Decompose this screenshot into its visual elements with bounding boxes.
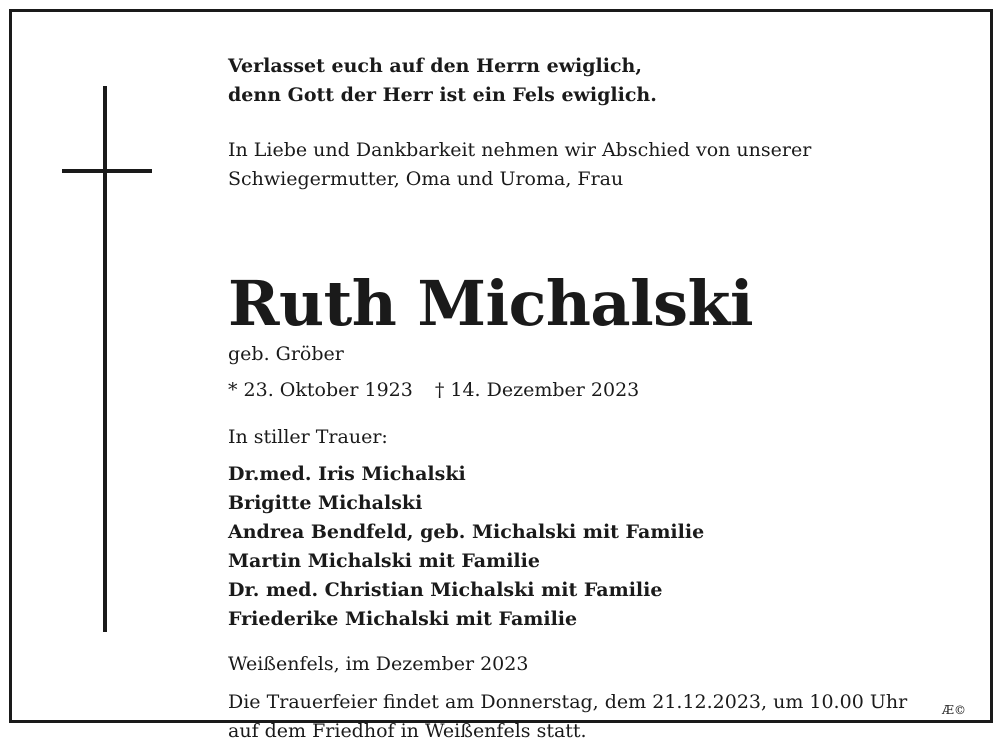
family-member: Dr.med. Iris Michalski xyxy=(228,463,466,485)
family-member: Brigitte Michalski xyxy=(228,492,423,514)
intro-line: Schwiegermutter, Oma und Uroma, Frau xyxy=(228,168,624,190)
birth-date: * 23. Oktober 1923 xyxy=(228,379,413,401)
family-member: Dr. med. Christian Michalski mit Familie xyxy=(228,579,663,601)
place-date: Weißenfels, im Dezember 2023 xyxy=(228,653,529,675)
verse-line: denn Gott der Herr ist ein Fels ewiglich. xyxy=(228,84,657,106)
cross-horizontal-bar xyxy=(62,169,152,173)
death-date: † 14. Dezember 2023 xyxy=(434,379,640,401)
verse-line: Verlasset euch auf den Herrn ewiglich, xyxy=(228,55,642,77)
mourning-label: In stiller Trauer: xyxy=(228,426,388,448)
intro-line: In Liebe und Dankbarkeit nehmen wir Abschied von unserer xyxy=(228,139,812,161)
family-member: Andrea Bendfeld, geb. Michalski mit Familie xyxy=(228,521,705,543)
service-line: auf dem Friedhof in Weißenfels statt. xyxy=(228,720,587,742)
deceased-name: Ruth Michalski xyxy=(228,267,754,340)
family-member: Martin Michalski mit Familie xyxy=(228,550,540,572)
service-line: Die Trauerfeier findet am Donnerstag, dem 21.12.2023, um 10.00 Uhr xyxy=(228,691,908,713)
cross-vertical-bar xyxy=(103,86,107,632)
family-member: Friederike Michalski mit Familie xyxy=(228,608,578,630)
service-info xyxy=(228,688,907,746)
life-dates xyxy=(228,376,639,405)
bible-verse xyxy=(228,52,657,110)
maiden-name: geb. Gröber xyxy=(228,343,344,365)
intro-text xyxy=(228,136,811,194)
family-list xyxy=(228,460,704,634)
publisher-logo: Æ© xyxy=(942,703,967,717)
